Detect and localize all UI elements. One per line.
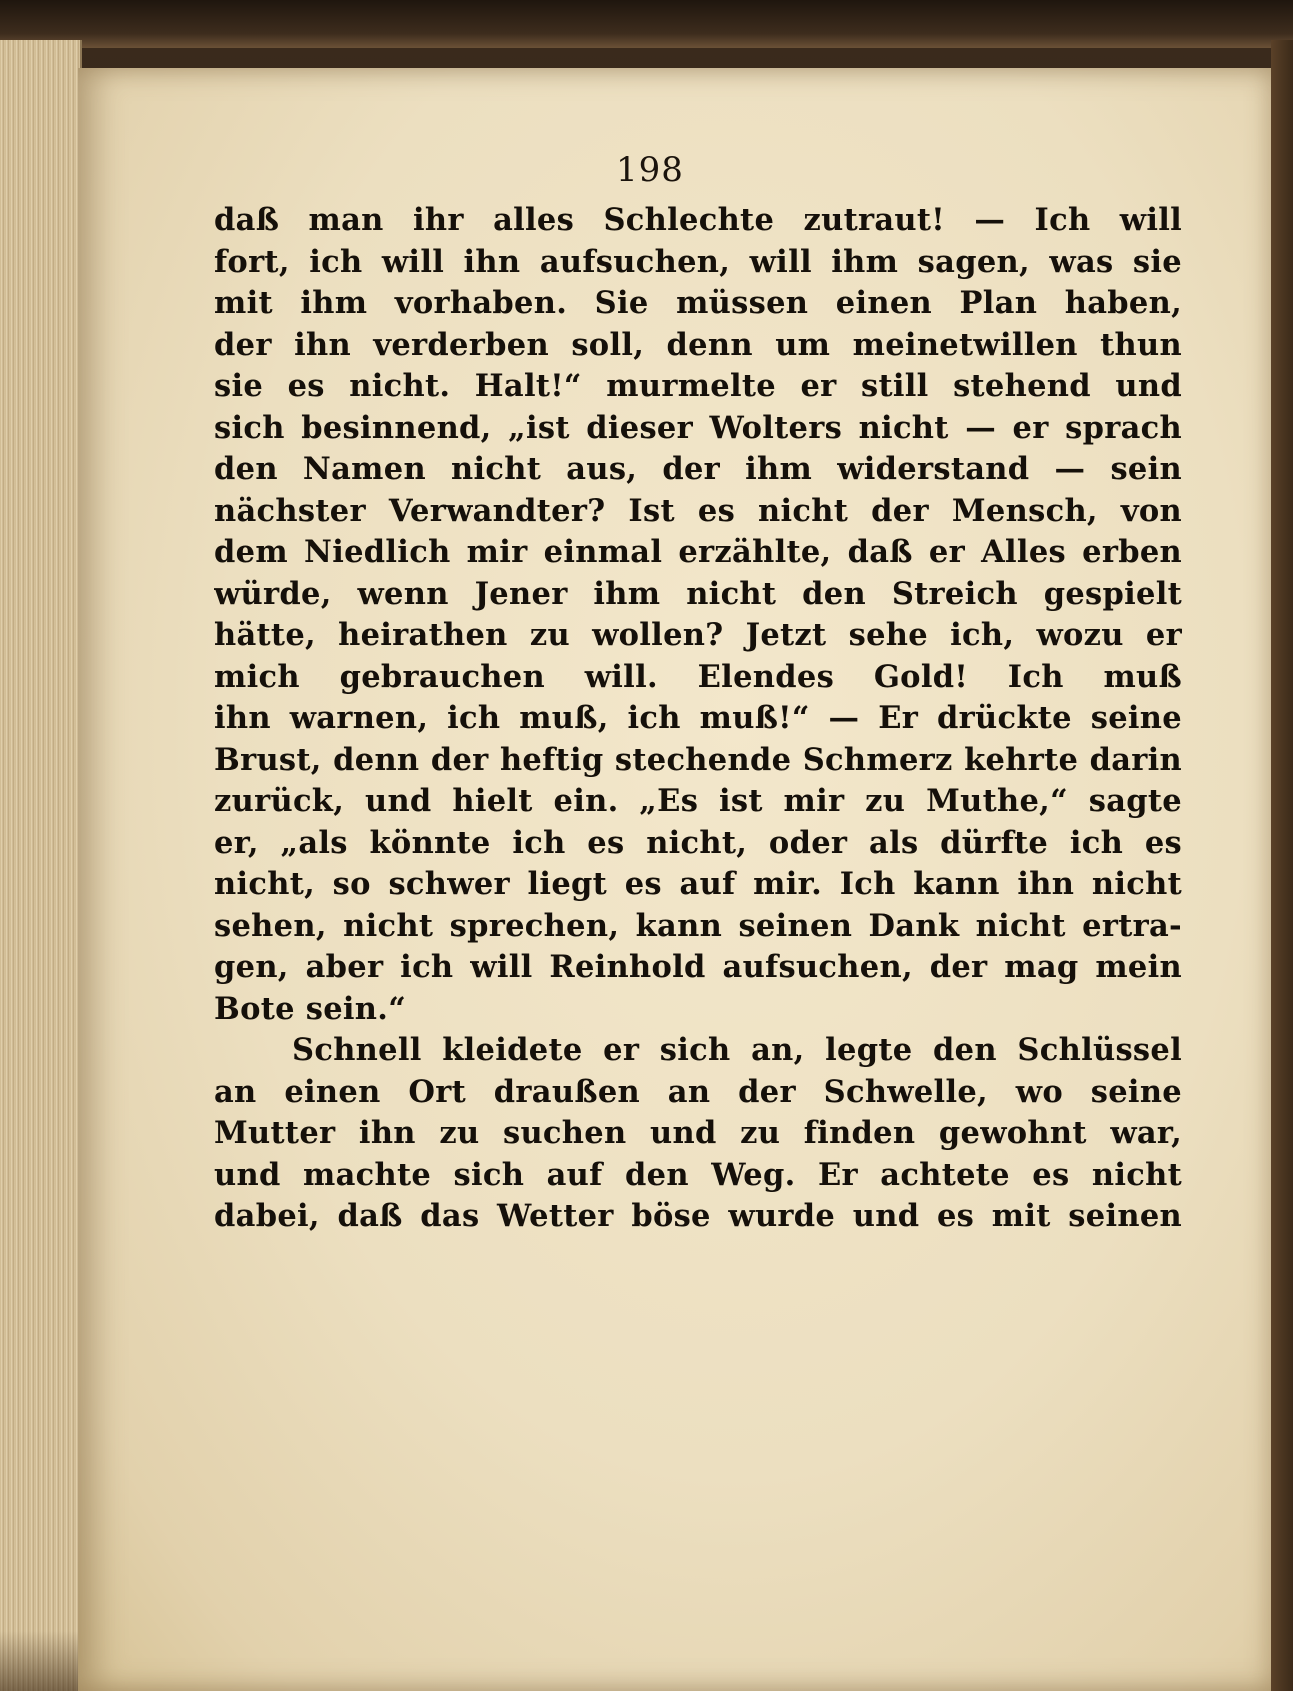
text-line: den Namen nicht aus, der ihm widerstand — sein — [214, 451, 1182, 487]
book-cover-right — [1271, 40, 1293, 1691]
text-line: sie es nicht. Halt!“ murmelte er still stehend und — [214, 368, 1182, 404]
text-line: gen, aber ich will Reinhold aufsuchen, der mag mein — [214, 949, 1182, 985]
text-line: nicht, so schwer liegt es auf mir. Ich kann ihn nicht — [214, 866, 1182, 902]
text-line: daß man ihr alles Schlechte zutraut! — Ich will — [214, 202, 1182, 238]
text-line: fort, ich will ihn aufsuchen, will ihm sagen, was sie — [214, 243, 1182, 280]
text-line: mich gebrauchen will. Elendes Gold! Ich muß — [214, 658, 1182, 695]
text-line: Brust, denn der heftig stechende Schmerz kehrte darin — [214, 741, 1182, 778]
text-line: Mutter ihn zu suchen und zu finden gewohnt war, — [214, 1115, 1182, 1151]
text-line: mit ihm vorhaben. Sie müssen einen Plan haben, — [214, 285, 1182, 321]
text-line: sich besinnend, „ist dieser Wolters nicht — er sprach — [214, 409, 1182, 446]
text-line: ihn warnen, ich muß, ich muß!“ — Er drückte seine — [214, 700, 1182, 736]
text-line: er, „als könnte ich es nicht, oder als dürfte ich es — [214, 824, 1182, 861]
text-line: zurück, und hielt ein. „Es ist mir zu Muthe,“ sagte — [214, 783, 1182, 819]
book-cover-top — [0, 0, 1293, 48]
text-line: Schnell kleidete er sich an, legte den Schlüssel — [292, 1032, 1182, 1068]
text-line: Bote sein.“ — [214, 990, 407, 1027]
text-line: an einen Ort draußen an der Schwelle, wo seine — [214, 1073, 1182, 1110]
text-line: nächster Verwandter? Ist es nicht der Mensch, von — [214, 492, 1182, 529]
text-line: der ihn verderben soll, denn um meinetwillen thun — [214, 326, 1182, 363]
text-line: dem Niedlich mir einmal erzählte, daß er Alles erben — [214, 534, 1182, 570]
page-edges — [0, 40, 82, 1691]
text-line: dabei, daß das Wetter böse wurde und es mit seinen — [214, 1198, 1182, 1234]
body-text — [214, 200, 1182, 1238]
page-number: 198 — [616, 150, 684, 190]
text-line: würde, wenn Jener ihm nicht den Streich gespielt — [214, 575, 1182, 612]
text-line: und machte sich auf den Weg. Er achtete es nicht — [214, 1156, 1182, 1193]
text-line: hätte, heirathen zu wollen? Jetzt sehe ich, wozu er — [214, 617, 1182, 653]
text-line: sehen, nicht sprechen, kann seinen Dank nicht ertra- — [214, 907, 1182, 944]
